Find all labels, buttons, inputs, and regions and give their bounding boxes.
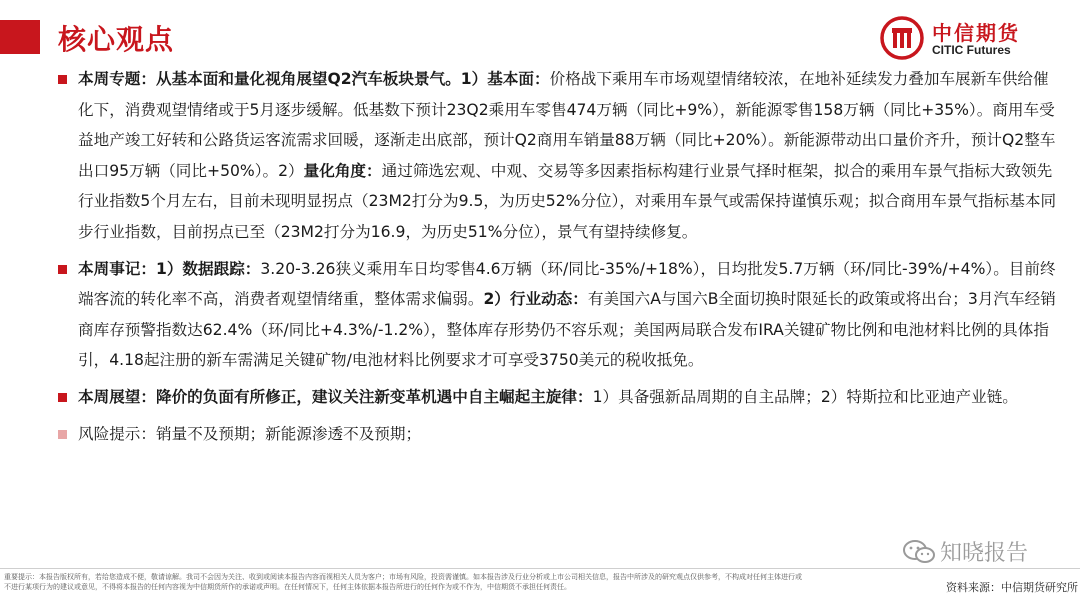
watermark-text: 知晓报告 bbox=[940, 541, 1029, 566]
text-segment: 风险提示：销量不及预期；新能源渗透不及预期； bbox=[78, 424, 422, 443]
wechat-icon bbox=[902, 539, 936, 565]
text-segment: 本周展望：降价的负面有所修正，建议关注新变革机遇中自主崛起主旋律： bbox=[78, 387, 593, 406]
logo-text-en: CITIC Futures bbox=[932, 43, 1011, 57]
paragraph-weekly-events bbox=[58, 254, 1058, 376]
watermark bbox=[902, 536, 1028, 567]
bullet-icon bbox=[58, 430, 67, 439]
footer-divider bbox=[0, 568, 1080, 569]
bullet-icon bbox=[58, 393, 67, 402]
citic-futures-logo bbox=[880, 14, 1070, 64]
disclaimer-text: 重要提示：本报告版权所有，若给您造成不便，敬请谅解。我司不会因为关注、收到或阅读本报告内容而视相关人员为客户；市场有风险，投资需谨慎。如本报告涉及行业分析或上市公司相关信息，报告中所涉及的研究观点仅供参考，不构成对任何主体进行或不进行某项行为的建议或意见，不得将本报告的任何内容视为中信期货所作的承诺或声明。在任何情况下，任何主体依据本报告所进行的任何作为或不作为，中信期货不承担任何责任。 bbox=[4, 573, 802, 591]
text-segment: 2）行业动态： bbox=[483, 290, 588, 309]
logo-text-cn: 中信期货 bbox=[932, 21, 1020, 45]
source-note: 资料来源：中信期货研究所 bbox=[946, 581, 1078, 594]
key-points bbox=[58, 64, 1058, 449]
paragraph-weekly-topic bbox=[58, 64, 1058, 248]
bullet-icon bbox=[58, 75, 67, 84]
text-segment: 1）具备强新品周期的自主品牌；2）特斯拉和比亚迪产业链。 bbox=[592, 387, 1018, 406]
text-segment: 通过筛选宏观、中观、交易等多因素指标构建行业景气择时框架，拟合的乘用车景气指标大致领先行业指数5个月左右，目前未现明显拐点（23M2打分为9.5，为历史52%分位），对乘用车景气或需保持谨慎乐观；拟合商用车景气指标基本同步行业指数，目前拐点已至（23M2打分为16.9，为历史51%分位），景气有望持续修复。 bbox=[78, 161, 1057, 241]
page-title: 核心观点 bbox=[58, 23, 175, 56]
paragraph-weekly-outlook bbox=[58, 382, 1058, 413]
text-segment: 3.20-3.26狭义乘用车日均零售4.6万辆（环/同比-35%/+18%），日均批发5.7万辆（环/同比-39%/+4%）。目前终端客流的转化率不高，消费者观望情绪重，整体需求偏弱。 bbox=[78, 259, 1056, 309]
title-accent-bar bbox=[0, 20, 40, 54]
text-segment: 量化角度： bbox=[303, 161, 382, 180]
citic-logo-icon bbox=[880, 16, 924, 60]
text-segment: 价格战下乘用车市场观望情绪较浓，在地补延续发力叠加车展新车供给催化下，消费观望情绪或于5月逐步缓解。低基数下预计23Q2乘用车零售474万辆（同比+9%），新能源零售158万辆（同比+35%）。商用车受益地产竣工好转和公路货运客流需求回暖，逐渐走出底部，预计Q2商用车销量88万辆（同比+20%）。新能源带动出口量价齐升，预计Q2整车出口95万辆（同比+50%）。2） bbox=[78, 70, 1056, 180]
text-segment: 本周专题：从基本面和量化视角展望Q2汽车板块景气。1）基本面： bbox=[78, 70, 550, 88]
paragraph-risk-warning bbox=[58, 419, 1058, 450]
text-segment: 本周事记：1）数据跟踪： bbox=[78, 259, 261, 278]
bullet-icon bbox=[58, 265, 67, 274]
text-segment: 有美国六A与国六B全面切换时限延长的政策或将出台；3月汽车经销商库存预警指数达62.4%（环/同比+4.3%/-1.2%），整体库存形势仍不容乐观；美国两局联合发布IRA关键矿物比例和电池材料比例的具体指引，4.18起注册的新车需满足关键矿物/电池材料比例要求才可享受3750美元的税收抵免。 bbox=[78, 290, 1056, 370]
